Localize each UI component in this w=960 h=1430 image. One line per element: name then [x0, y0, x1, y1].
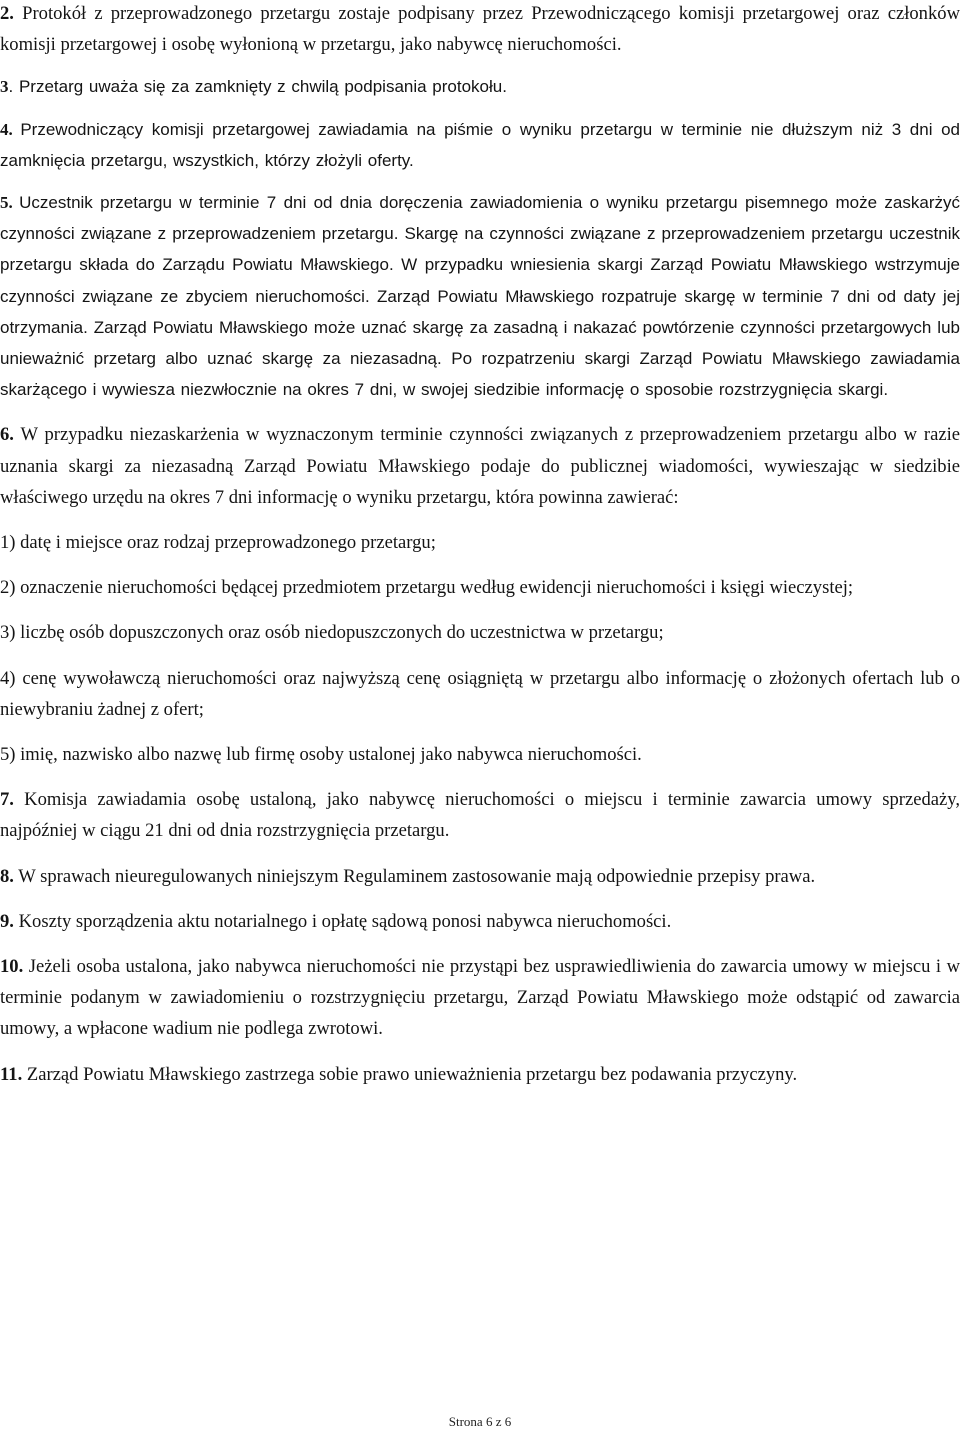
paragraph-text: Uczestnik przetargu w terminie 7 dni od dnia doręczenia zawiadomienia o wyniku przetargu pisemnego może zaskarżyć czynności związane z przeprowadzeniem przetargu. Skargę na czynności związane z przeprowadzeniem przetargu uczestnik przetargu składa do Zarządu Powiatu Mławskiego. W przypadku wniesienia skargi Zarząd Powiatu Mławskiego wstrzymuje czynności związane ze zbyciem nieruchomości. Zarząd Powiatu Mławskiego rozpatruje skargę w terminie 7 dni od daty jej otrzymania. Zarząd Powiatu Mławskiego może uznać skargę za zasadną i nakazać powtórzenie czynności przetargowych lub unieważnić przetarg albo uznać skargę za niezasadną. Po rozpatrzeniu skargi Zarząd Powiatu Mławskiego zawiadamia skarżącego i wywiesza niezwłocznie na okres 7 dni, w swojej siedzibie informację o sposobie rozstrzygnięcia skargi.	[0, 193, 960, 400]
list-item-2	[0, 572, 960, 603]
paragraph-11	[0, 1059, 960, 1090]
paragraph-number: 3	[0, 77, 9, 97]
paragraph-number: 7.	[0, 789, 14, 811]
paragraph-number: 11.	[0, 1063, 23, 1085]
list-item-text: 2) oznaczenie nieruchomości będącej przedmiotem przetargu według ewidencji nieruchomości i księgi wieczystej;	[0, 577, 854, 599]
paragraph-3	[0, 71, 960, 102]
paragraph-number: 6.	[0, 424, 14, 446]
paragraph-9	[0, 906, 960, 937]
paragraph-2	[0, 0, 960, 60]
paragraph-text: Koszty sporządzenia aktu notarialnego i opłatę sądową ponosi nabywca nieruchomości.	[18, 910, 672, 932]
list-item-text: 1) datę i miejsce oraz rodzaj przeprowadzonego przetargu;	[0, 532, 436, 554]
paragraph-number: 4.	[0, 119, 13, 139]
paragraph-number: 5.	[0, 193, 13, 213]
list-item-text: 4) cenę wywoławczą nieruchomości oraz najwyższą cenę osiągniętą w przetargu albo informację o złożonych ofertach lub o niewybraniu żadnej z ofert;	[0, 667, 960, 720]
list-item-text: 3) liczbę osób dopuszczonych oraz osób niedopuszczonych do uczestnictwa w przetargu;	[0, 622, 664, 644]
list-item-3	[0, 617, 960, 648]
paragraph-10	[0, 951, 960, 1045]
paragraph-7	[0, 784, 960, 846]
paragraph-4	[0, 114, 960, 176]
paragraph-text: Protokół z przeprowadzonego przetargu zostaje podpisany przez Przewodniczącego komisji przetargowej oraz członków komisji przetargowej i osobę wyłonioną w przetargu, jako nabywcę nieruchomości.	[0, 3, 960, 56]
paragraph-text: W sprawach nieuregulowanych niniejszym Regulaminem zastosowanie mają odpowiednie przepisy prawa.	[18, 865, 816, 887]
page-number-label: Strona 6 z 6	[448, 1414, 512, 1429]
paragraph-text: Komisja zawiadamia osobę ustaloną, jako nabywcę nieruchomości o miejscu i terminie zawarcia umowy sprzedaży, najpóźniej w ciągu 21 dni od dnia rozstrzygnięcia przetargu.	[0, 789, 960, 842]
list-item-text: 5) imię, nazwisko albo nazwę lub firmę osoby ustalonej jako nabywca nieruchomości.	[0, 744, 642, 766]
paragraph-number: 2.	[0, 3, 14, 24]
paragraph-5	[0, 187, 960, 405]
paragraph-number: 8.	[0, 865, 14, 887]
paragraph-text: . Przetarg uważa się za zamknięty z chwilą podpisania protokołu.	[8, 77, 507, 97]
list-item-1	[0, 527, 960, 558]
list-item-5	[0, 739, 960, 770]
paragraph-text: Jeżeli osoba ustalona, jako nabywca nieruchomości nie przystąpi bez usprawiedliwienia do zawarcia umowy w miejscu i w terminie podanym w zawiadomieniu o rozstrzygnięciu przetargu, Zarząd Powiatu Mławskiego może odstąpić od zawarcia umowy, a wpłacone wadium nie podlega zwrotowi.	[0, 956, 960, 1040]
list-item-4	[0, 663, 960, 725]
paragraph-text: Zarząd Powiatu Mławskiego zastrzega sobie prawo unieważnienia przetargu bez podawania przyczyny.	[26, 1063, 798, 1085]
paragraph-text: Przewodniczący komisji przetargowej zawiadamia na piśmie o wyniku przetargu w terminie nie dłuższym niż 3 dni od zamknięcia przetargu, wszystkich, którzy złożyli oferty.	[0, 119, 960, 170]
paragraph-number: 10.	[0, 956, 24, 978]
page-footer	[0, 1414, 960, 1430]
paragraph-6	[0, 419, 960, 513]
paragraph-8	[0, 861, 960, 892]
paragraph-number: 9.	[0, 910, 14, 932]
paragraph-text: W przypadku niezaskarżenia w wyznaczonym terminie czynności związanych z przeprowadzeniem przetargu albo w razie uznania skargi za niezasadną Zarząd Powiatu Mławskiego podaje do publicznej wiadomości, wywieszając w siedzibie właściwego urzędu na okres 7 dni informację o wyniku przetargu, która powinna zawierać:	[0, 424, 960, 508]
